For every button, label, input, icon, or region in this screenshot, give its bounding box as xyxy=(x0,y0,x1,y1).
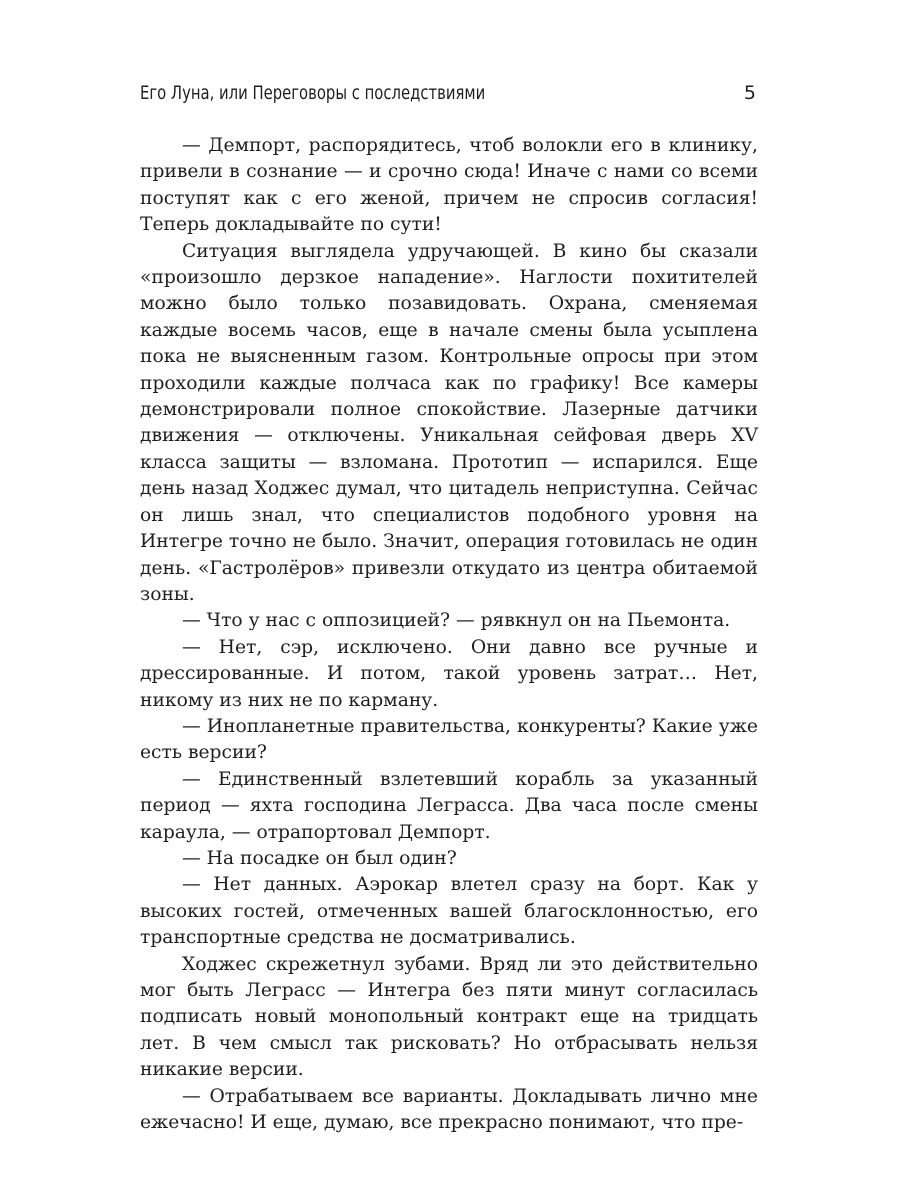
paragraph: — Демпорт, распорядитесь, чтоб волокли его в клинику, привели в сознание — и срочно сюда! Иначе с нами со всеми поступят как с его женой, причем не спросив согласия! Теперь докладывайте по сути! xyxy=(140,135,758,236)
paragraph: — Единственный взлетевший корабль за указанный период — яхта господина Леграсса. Два часа после смены караула, — отрапортовал Демпорт. xyxy=(140,768,758,843)
paragraph: — Отрабатываем все варианты. Докладывать лично мне ежечасно! И еще, думаю, все прекрасно понимают, что пре- xyxy=(140,1085,758,1134)
paragraph: — Что у нас с оппозицией? — рявкнул он на Пьемонта. xyxy=(182,610,731,632)
paragraph: Ходжес скрежетнул зубами. Вряд ли это действительно мог быть Леграсс — Интегра без пяти минут согласилась подписать новый монопольный контракт еще на тридцать лет. В чем смысл так рисковать? Но отбрасывать нельзя никакие версии. xyxy=(140,953,758,1081)
page-number: 5 xyxy=(743,82,756,104)
paragraph: — На посадке он был один? xyxy=(182,847,457,869)
paragraph: — Нет данных. Аэрокар влетел сразу на борт. Как у высоких гостей, отмеченных вашей благосклонностью, его транспортные средства не досматривались. xyxy=(140,874,758,949)
body-text xyxy=(140,133,758,1136)
page-header xyxy=(140,82,760,112)
paragraph: — Инопланетные правительства, конкуренты? Какие уже есть версии? xyxy=(140,715,758,764)
running-title: Его Луна, или Переговоры с последствиями xyxy=(140,82,486,104)
paragraph: Ситуация выглядела удручающей. В кино бы сказали «произошло дерзкое нападение». Наглости похитителей можно было только позавидовать. Охрана, сменяемая каждые восемь часов, еще в начале смены была усыплена пока не выясненным газом. Контрольные опросы при этом проходили каждые полчаса как по графику! Все камеры демонстрировали полное спокойствие. Лазерные датчики движения — отключены. Уникальная сейфовая дверь XV класса защиты — взломана. Прототип — испарился. Еще день назад Ходжес думал, что цитадель неприступна. Сейчас он лишь знал, что специалистов подобного уровня на Интегре точно не было. Значит, операция готовилась не один день. «Гастролёров» привезли откудато из центра обитаемой зоны. xyxy=(140,240,758,605)
paragraph: — Нет, сэр, исключено. Они давно все ручные и дрессированные. И потом, такой уровень затрат… Нет, никому из них не по карману. xyxy=(140,636,758,711)
